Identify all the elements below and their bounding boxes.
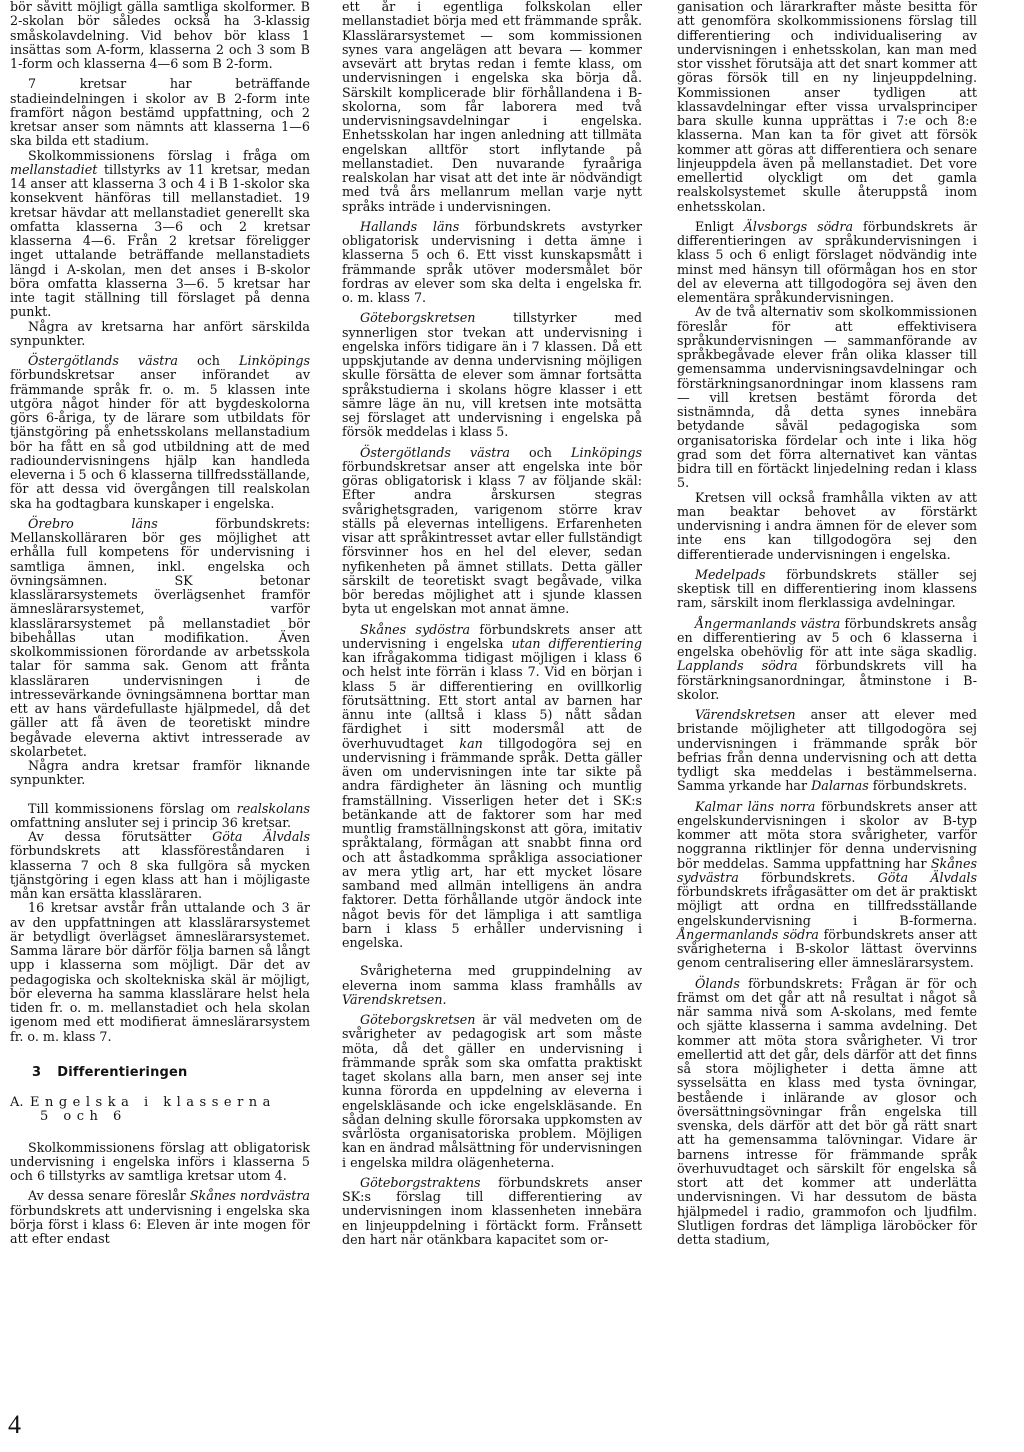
section-title: Differentieringen	[57, 1064, 188, 1080]
paragraph: Medelpads förbundskrets ställer sej skeptisk till en differentiering inom klassens ram, särskilt inom flerklassiga avdelningar.	[677, 566, 977, 611]
text-column-middle	[342, 0, 642, 1247]
section-number: 3	[32, 1064, 42, 1080]
paragraph: Örebro läns förbundskrets: Mellanskolläraren bör ges möjlighet att erhålla full kompetens för undervisning i samtliga ämnen, inkl. engelska och övningsämnen. SK betonar klasslärarsystemets överlägsenhet framför ämneslärarsystemet, varför klasslärarsystemet på mellanstadiet bör bibehållas utan modifikation. Även skolkommissionen förordande av arbetsskola talar för samma sak. Genom att frånta klassläraren undervisningen i de intressevärkande övningsämnena borttar man ett av hans värdefullaste hjälpmedel, då det gäller att få även de teoretiskt mindre begåvade eleverna aktivt intresserade av skolarbetet.	[10, 515, 310, 759]
paragraph: ganisation och lärarkrafter måste besitta för att genomföra skolkommissionens förslag till differentiering och individualisering av undervisningen i enhetsskolan, kan man med stor visshet förutsäja att det snart kommer att göras försök till en ny linjeuppdelning. Kommissionen anser tydligen att klassavdelningar efter vissa urvalsprinciper bara skulle kunna upprättas i 7:e och 8:e klasserna. Man kan ta för givet att försök kommer att göras att differentiera och senare linjeuppdela även på mellanstadiet. Det vore emellertid olyckligt om det gamla realskolsystemet skulle återuppstå inom enhetsskolan.	[677, 0, 977, 214]
paragraph: Till kommissionens förslag om realskolans omfattning ansluter sej i princip 36 kretsar.	[10, 800, 310, 830]
paragraph: Av de två alternativ som skolkommissionen föreslår för att effektivisera språkundervisningen — sammanförande av språkbegåvade elever från olika klasser till gemensamma undervisningsavdelningar och förstärkningsanordningar inom klassens ram — vill kretsen bestämt förorda det sistnämnda, då detta synes innebära betydande såväl pedagogiska som organisatoriska fördelar och inte i lika hög grad som det förra alternativet kan väntas bidra till en förtäckt linjedelning redan i klass 5.	[677, 304, 977, 491]
section-heading	[10, 1066, 310, 1080]
subsection-letter: A.	[10, 1095, 24, 1110]
paragraph: Östergötlands västra och Linköpings förbundskretsar anser införandet av främmande språk fr. o. m. 5 klassen inte utgöra något hinder för att bygdeskolorna görs 6-åriga, ty de lärare som utbildats för tjänstgöring på enhetsskolans mellanstadium bör ha fått en så god utbildning att de med radioundervisningens hjälp kan handleda eleverna i 5 och 6 klasserna tillfredsställande, för att dessa vid övergången till realskolan ska ha godtagbara kunskaper i engelska.	[10, 353, 311, 511]
paragraph: Några andra kretsar framför liknande synpunkter.	[10, 758, 310, 788]
paragraph: 7 kretsar har beträffande stadieindelningen i skolor av B 2-form inte framfört någon bestämd uppfattning, och 2 kretsar anser som nämnts att klasserna 1—6 ska bilda ett stadium.	[10, 76, 310, 149]
paragraph: Göteborgskretsen tillstyrker med synnerligen stor tvekan att undervisning i engelska införs tidigare än i 7 klassen. Då ett uppskjutande av denna undervisning möjligen skulle försätta de elever som ämnar fortsätta språkstudierna i skolans högre klasser i ett sämre läge än nu, vill kretsen inte motsätta sej förslaget att undervisning i engelska på försök meddelas i klass 5.	[342, 310, 642, 440]
paragraph: Skånes sydöstra förbundskrets anser att undervisning i engelska utan differentiering kan ifrågakomma tidigast möjligen i klass 6 och helst inte förrän i klass 7. Vid en början i klass 5 är differentiering en ovillkorlig förutsättning. Ett stort antal av barnen har ännu inte (alltså i klass 5) nått sådan färdighet i sitt modersmål att de överhuvudtaget kan tillgodogöra sej en undervisning i främmande språk. Detta gäller även om undervisningen inte tar sikte på andra färdigheter än läsning och muntlig framställning. Visserligen heter det i SK:s betänkande att de faktorer som har med muntlig framställningskonst att göra, imitativ språktalang, förmågan att snabbt finna ord och att åstadkomma språkliga associationer av mera ytlig art, har ett mycket lösare samband med allmän intelligens än andra faktorer. Detta förhållande utgör ändock inte något bevis för det lämpliga i att samtliga barn i klass 5 erhåller undervisning i engelska.	[342, 621, 642, 950]
paragraph: 16 kretsar avstår från uttalande och 3 är av den uppfattningen att klasslärarsystemet är betydligt överlägset ämneslärarsystemet. Samma lärare bör därför följa barnen så långt upp i klasserna som möjligt. Där det av pedagogiska och skoltekniska skäl är möjligt, bör eleverna ha samma klasslärare helst hela tiden fr. o. m. mellanstadiet och hela skolan igenom med ett modifierat ämneslärarsystem fr. o. m. klass 7.	[10, 900, 310, 1044]
subsection-title-line2: 5 och 6	[40, 1109, 127, 1125]
subsection-title-line1: Engelska i klasserna	[30, 1095, 276, 1110]
paragraph: Östergötlands västra och Linköpings förbundskretsar anser att engelska inte bör göras obligatorisk i klass 7 av följande skäl: Efter andra årskursen stegras svårighetsgraden, varigenom större krav ställs på elevernas intelligens. Erfarenheten visar att språkintresset avtar eller fullständigt försvinner hos en hel del elever, sedan nyfikenheten på ämnet stillats. Detta gäller särskilt de teoretiskt svagt begåvade, vilka bör beredas möjlighet att i sjunde klassen byta ut engelskan mot annat ämne.	[342, 444, 643, 617]
paragraph: Av dessa förutsätter Göta Älvdals förbundskrets att klassföreståndaren i klasserna 7 och 8 ska fullgöra så mycken tjänstgöring i egen klass att han i möjligaste mån kan ersätta klassläraren.	[10, 829, 310, 901]
paragraph: Göteborgstraktens förbundskrets anser SK:s förslag till differentiering av undervisningen inom klassenheten innebära en linjeuppdelning i förtäckt form. Frånsett den hart när otänkbara kapacitet som or-	[342, 1174, 642, 1247]
paragraph: bör såvitt möjligt gälla samtliga skolformer. B 2-skolan bör således också ha 3-klassig småskolavdelning. Vid behov bör klass 1 insättas som A-form, klasserna 2 och 3 som B 1-form och klasserna 4—6 som B 2-form.	[10, 0, 310, 71]
text-column-left	[10, 0, 310, 1246]
paragraph: Skolkommissionens förslag i fråga om mellanstadiet tillstyrks av 11 kretsar, medan 14 anser att klasserna 3 och 4 i B 1-skolor ska konsekvent hänföras till mellanstadiet. 19 kretsar hävdar att mellanstadiet generellt ska omfatta klasserna 3—6 och 2 kretsar klasserna 4—6. Från 2 kretsar föreligger inget uttalande beträffande mellanstadiets längd i A-skolan, men det anses i B-skolor böra omfatta klasserna 3—6. 5 kretsar har inte tagit ställning till förslaget på denna punkt.	[10, 147, 310, 320]
paragraph: Värendskretsen anser att elever med bristande möjligheter att tillgodogöra sej undervisningen i främmande språk bör befrias från denna undervisning och att detta tydligt ska meddelas i bestämmelserna. Samma yrkande har Dalarnas förbundskrets.	[677, 707, 977, 794]
paragraph: Kalmar läns norra förbundskrets anser att engelskundervisningen i skolor av B-typ kommer att möta stora svårigheter, varför noggranna riktlinjer för denna undervisning bör meddelas. Samma uppfattning har Skånes sydvästra förbundskrets. Göta Älvdals förbundskrets ifrågasätter om det är praktiskt möjligt att ordna en tillfredsställande engelskundervisning i B-formerna. Ångermanlands södra förbundskrets anser att svårigheterna i B-skolor lättast övervinns genom centralisering eller ämneslärarsystem.	[677, 798, 977, 971]
paragraph: Skolkommissionens förslag att obligatorisk undervisning i engelska införs i klasserna 5 och 6 tillstyrks av samtliga kretsar utom 4.	[10, 1139, 310, 1183]
subsection-heading	[10, 1096, 310, 1125]
paragraph: Kretsen vill också framhålla vikten av att man beaktar behovet av förstärkt undervisning i andra ämnen för de elever som inte ens kan tillgodogöra sej den differentierade undervisningen i engelska.	[677, 489, 977, 562]
paragraph: Enligt Älvsborgs södra förbundskrets är differentieringen av språkundervisningen i klass 5 och 6 enligt förslaget nödvändig inte minst med hänsyn till oförmågan hos en stor del av eleverna att tillgodogöra sej även den elementära språkundervisningen.	[677, 218, 977, 305]
paragraph: Hallands läns förbundskrets avstyrker obligatorisk undervisning i detta ämne i klasserna 5 och 6. Ett visst kunskapsmått i främmande språk utöver modersmålet bör fordras av elever som ska delta i engelska fr. o. m. klass 7.	[342, 218, 642, 305]
paragraph: ett år i egentliga folkskolan eller mellanstadiet börja med ett främmande språk. Klasslärarsystemet — som kommissionen synes vara angelägen att bevara — kommer avsevärt att brytas redan i femte klass, om undervisningen i engelska ska börja då. Särskilt komplicerade blir förhållandena i B-skolorna, som får laborera med två undervisningsavdelningar i engelska. Enhetsskolan har ingen anledning att tillmäta engelskan alltför stort inflytande på mellanstadiet. Den nuvarande fyraåriga realskolan har visat att det inte är nödvändigt med två års mellanrum mellan varje nytt språks inträde i undervisningen.	[342, 0, 642, 214]
paragraph: Göteborgskretsen är väl medveten om de svårigheter av pedagogisk art som måste möta, då det gäller en undervisning i främmande språk som ska omfatta praktiskt taget skolans alla barn, men anser sej inte kunna förorda en uppdelning av eleverna i engelskläsande och icke engelskläsande. En sådan delning skulle förorsaka uppkomsten av svårlösta organisatoriska problem. Möjligen kan en ändrad målsättning för undervisningen i engelska mildra olägenheterna.	[342, 1012, 642, 1170]
paragraph: Av dessa senare föreslår Skånes nordvästra förbundskrets att undervisning i engelska ska börja först i klass 6: Eleven är inte mogen för att efter endast	[10, 1188, 310, 1246]
page-number: 4	[8, 1410, 21, 1439]
paragraph: Svårigheterna med gruppindelning av eleverna inom samma klass framhålls av Värendskretsen.	[342, 963, 642, 1007]
paragraph: Några av kretsarna har anfört särskilda synpunkter.	[10, 318, 310, 348]
paragraph: Ångermanlands västra förbundskrets ansåg en differentiering av 5 och 6 klasserna i engelska obehövlig för att inte säga skadlig. Lapplands södra förbundskrets vill ha förstärkningsanordningar, åtminstone i B-skolor.	[677, 615, 977, 702]
paragraph: Ölands förbundskrets: Frågan är för och främst om det går att nå resultat i något så när samma nivå som A-skolans, med femte och sjätte klasserna i samma avdelning. Det kommer att möta stora svårigheter. Vi tror emellertid att det går, dels därför att det finns så stora möjligheter i detta ämne att sysselsätta en klass med tysta övningar, bestående i inlärande av glosor och översättningsövningar från engelska till svenska, dels därför att det bör gå rätt snart att ha gemensamma talövningar. Vidare är barnens intresse för främmande språk överhuvudtaget och särskilt för engelska så stort att det kommer att underlätta undervisningen. Vi har dessutom de bästa hjälpmedel i radio, grammofon och ljudfilm. Slutligen fordras det lämpliga läroböcker för detta stadium,	[677, 975, 977, 1247]
text-column-right	[677, 0, 977, 1247]
